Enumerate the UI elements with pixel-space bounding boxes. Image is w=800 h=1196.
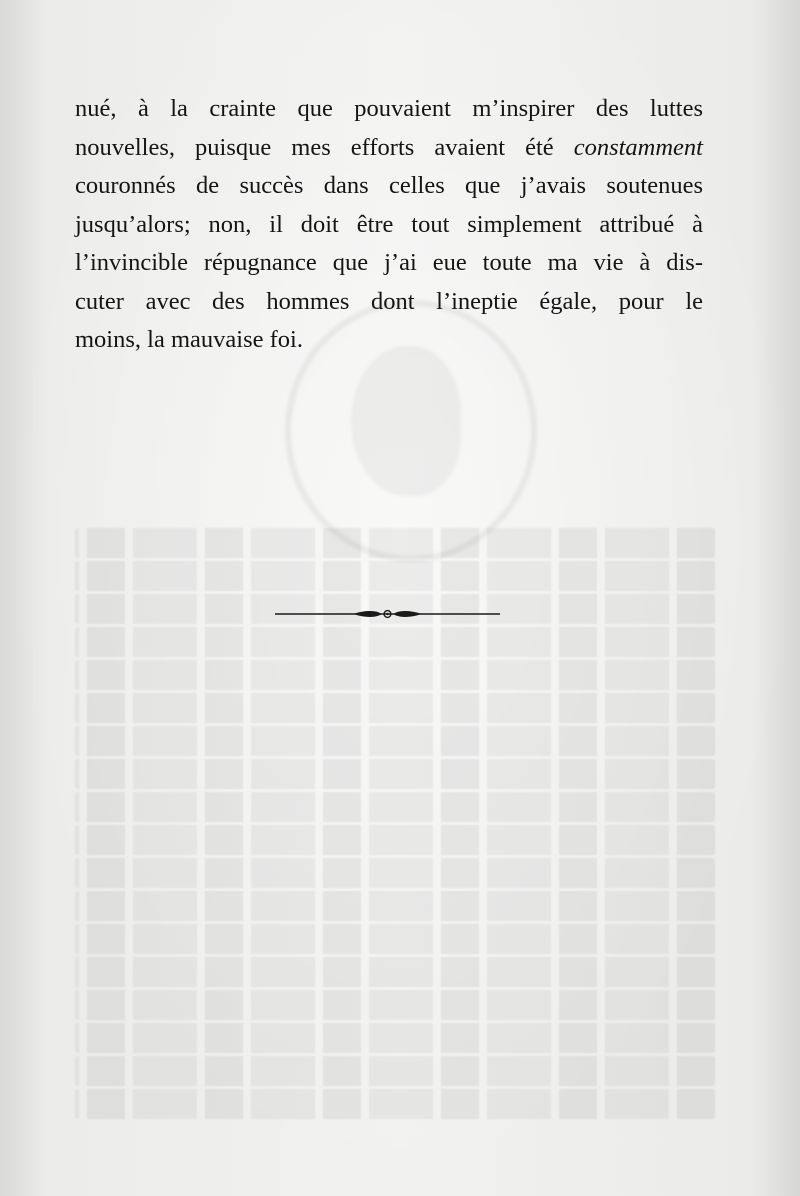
text-segment: couronnés de succès dans celles que j’avais soutenues [75,172,703,199]
ornament-center-dot [386,613,388,615]
ornament-right-leaf [394,611,422,617]
text-line [75,129,703,168]
text-segment: cuter avec des hommes dont l’ineptie égale, pour le [75,287,703,315]
text-line [75,321,703,360]
text-line [75,167,703,206]
text-segment: l’invincible répugnance que j’ai eue toute ma vie à dis- [75,249,703,276]
emphasized-word: constamment [573,133,703,161]
text-segment: moins, la mauvaise foi. [75,326,303,353]
ornament-left-leaf [353,611,381,617]
text-segment: nué, à la crainte que pouvaient m’inspirer des luttes [75,95,703,122]
text-line [75,283,703,322]
text-segment: jusqu’alors; non, il doit être tout simplement attribué à [75,210,703,238]
text-segment: nouvelles, puisque mes efforts avaient été [75,133,574,161]
section-divider-ornament [275,606,500,622]
text-line [75,206,703,245]
stamp-portrait-shape [351,346,461,496]
text-line [75,244,703,283]
text-line [75,90,703,129]
body-paragraph [75,90,703,360]
